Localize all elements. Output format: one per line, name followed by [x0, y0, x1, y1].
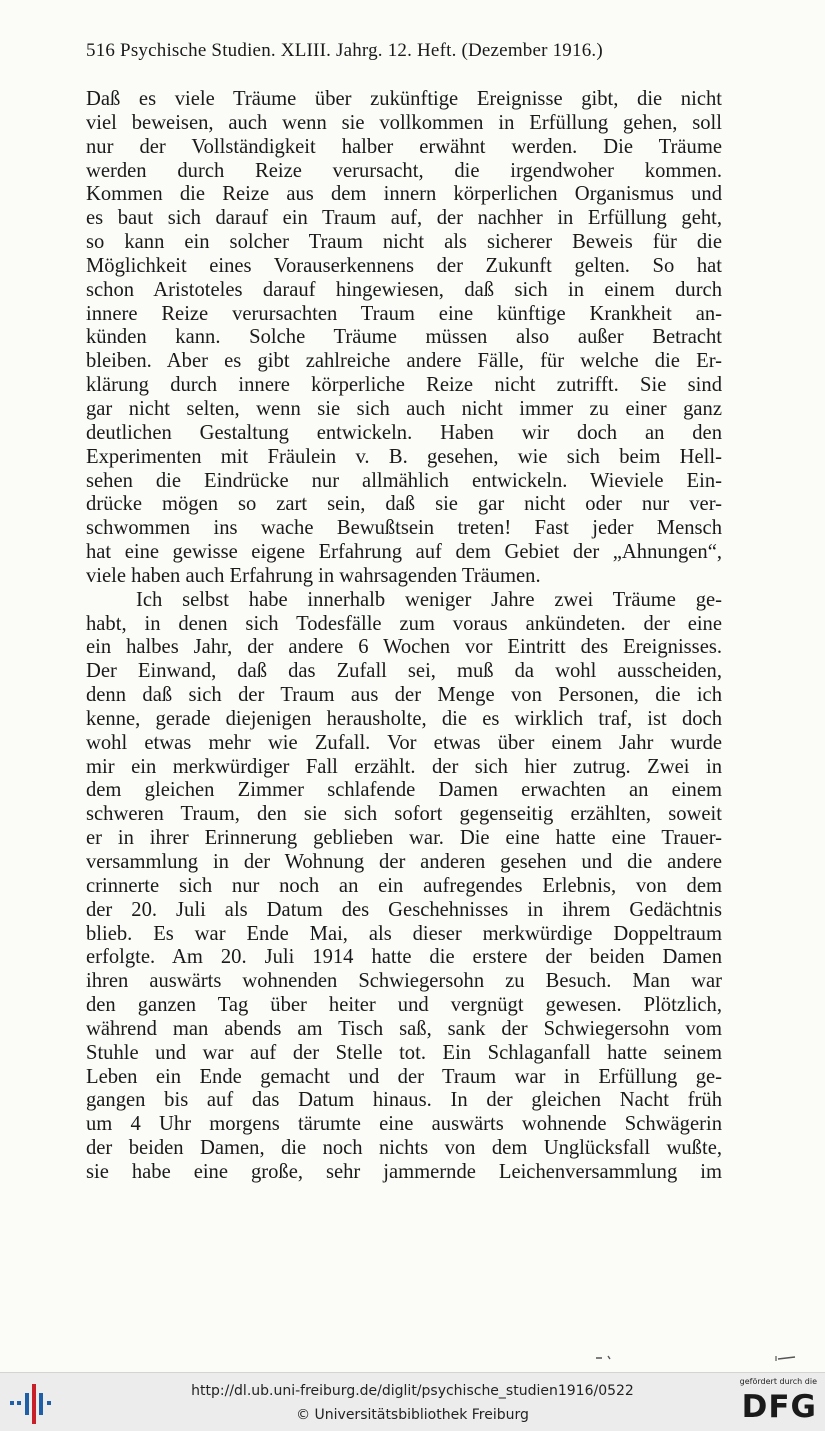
- text-line: klärung durch innere körperliche Reize nicht zutrifft. Sie sind: [86, 374, 722, 397]
- text-line: Stuhle und war auf der Stelle tot. Ein Schlaganfall hatte seinem: [86, 1041, 722, 1064]
- text-line: dem gleichen Zimmer schlafende Damen erwachten an einem: [86, 779, 722, 802]
- text-line: ein halbes Jahr, der andere 6 Wochen vor Eintritt des Ereignisses.: [86, 636, 722, 659]
- text-line: hat eine gewisse eigene Erfahrung auf dem Gebiet der „Ahnungen“,: [86, 541, 722, 564]
- text-line: Leben ein Ende gemacht und der Traum war in Erfüllung ge-: [86, 1065, 722, 1088]
- scan-margin-marks: [590, 1352, 810, 1364]
- text-line: gar nicht selten, wenn sie sich auch nicht immer zu einer ganz: [86, 397, 722, 420]
- text-line: drücke mögen so zart sein, daß sie gar nicht oder nur ver-: [86, 493, 722, 516]
- text-line: schwommen ins wache Bewußtsein treten! Fast jeder Mensch: [86, 517, 722, 540]
- text-line: ihren auswärts wohnenden Schwiegersohn zu Besuch. Man war: [86, 970, 722, 993]
- text-line: viele haben auch Erfahrung in wahrsagenden Träumen.: [86, 564, 541, 587]
- text-line: blieb. Es war Ende Mai, als dieser merkwürdige Doppeltraum: [86, 922, 722, 945]
- text-line: innere Reize verursachten Traum eine künftige Krankheit an-: [86, 302, 722, 325]
- text-line: versammlung in der Wohnung der anderen gesehen und die andere: [86, 851, 722, 873]
- text-line: werden durch Reize verursacht, die irgendwoher kommen.: [86, 159, 722, 182]
- body-text: [86, 88, 722, 1185]
- text-line: Daß es viele Träume über zukünftige Ereignisse gibt, die nicht: [86, 88, 722, 110]
- text-line: viel beweisen, auch wenn sie vollkommen in Erfüllung gehen, soll: [86, 111, 722, 134]
- text-line: schon Aristoteles darauf hingewiesen, daß sich in einem durch: [86, 278, 722, 301]
- running-head: 516 Psychische Studien. XLIII. Jahrg. 12. Heft. (Dezember 1916.): [86, 40, 603, 61]
- text-line: künden kann. Solche Träume müssen also außer Betracht: [86, 326, 722, 349]
- text-line: habt, in denen sich Todesfälle zum voraus ankündeten. der eine: [86, 612, 722, 635]
- text-line: so kann ein solcher Traum nicht als sicherer Beweis für die: [86, 231, 722, 254]
- text-line: es baut sich darauf ein Traum auf, der nachher in Erfüllung geht,: [86, 207, 722, 230]
- text-line: schweren Traum, den sie sich sofort gegenseitig erzählten, soweit: [86, 803, 722, 826]
- text-line: der 20. Juli als Datum des Geschehnisses in ihrem Gedächtnis: [86, 898, 722, 921]
- text-line: mir ein merkwürdiger Fall erzählt. der sich hier zutrug. Zwei in: [86, 755, 722, 778]
- copyright-notice: © Universitätsbibliothek Freiburg: [296, 1407, 529, 1423]
- text-line: er in ihrer Erinnerung geblieben war. Die eine hatte eine Trauer-: [86, 827, 722, 850]
- text-line: der beiden Damen, die noch nichts von dem Unglücksfall wußte,: [86, 1137, 722, 1160]
- text-line: sehen die Eindrücke nur allmählich entwickeln. Wieviele Ein-: [86, 469, 722, 492]
- text-line: gangen bis auf das Datum hinaus. In der gleichen Nacht früh: [86, 1089, 722, 1112]
- text-line: deutlichen Gestaltung entwickeln. Haben wir doch an den: [86, 421, 722, 444]
- text-line: um 4 Uhr morgens tärumte eine auswärts wohnende Schwägerin: [86, 1113, 722, 1136]
- text-line: den ganzen Tag über heiter und vergnügt gewesen. Plötzlich,: [86, 994, 722, 1017]
- text-line: erfolgte. Am 20. Juli 1914 hatte die erstere der beiden Damen: [86, 946, 722, 969]
- text-line: bleiben. Aber es gibt zahlreiche andere Fälle, für welche die Er-: [86, 350, 722, 373]
- text-line: nur der Vollständigkeit halber erwähnt werden. Die Träume: [86, 135, 722, 158]
- dfg-sponsor[interactable]: [729, 1377, 817, 1427]
- text-line: Der Einwand, daß das Zufall sei, muß da wohl ausscheiden,: [86, 660, 722, 683]
- text-line: Experimenten mit Fräulein v. B. gesehen, wie sich beim Hell-: [86, 445, 722, 468]
- viewer-footer: [0, 1372, 825, 1431]
- text-line: sie habe eine große, sehr jammernde Leichenversammlung im: [86, 1160, 722, 1183]
- document-url[interactable]: http://dl.ub.uni-freiburg.de/diglit/psychische_studien1916/0522: [191, 1383, 634, 1399]
- text-line: crinnerte sich nur noch an ein aufregendes Erlebnis, von dem: [86, 874, 722, 897]
- text-line: wohl etwas mehr wie Zufall. Vor etwas über einem Jahr wurde: [86, 731, 722, 754]
- text-line: Möglichkeit eines Vorauserkennens der Zukunft gelten. So hat: [86, 254, 722, 277]
- text-line: während man abends am Tisch saß, sank der Schwiegersohn vom: [86, 1017, 722, 1040]
- dfg-caption: gefördert durch die: [739, 1377, 817, 1386]
- text-line: Ich selbst habe innerhalb weniger Jahre zwei Träume ge-: [136, 588, 722, 611]
- text-line: Kommen die Reize aus dem innern körperlichen Organismus und: [86, 183, 722, 206]
- text-line: denn daß sich der Traum aus der Menge von Personen, die ich: [86, 684, 722, 707]
- text-line: kenne, gerade diejenigen herausholte, die es wirklich traf, ist doch: [86, 707, 722, 730]
- dfg-logo: DFG: [741, 1389, 817, 1425]
